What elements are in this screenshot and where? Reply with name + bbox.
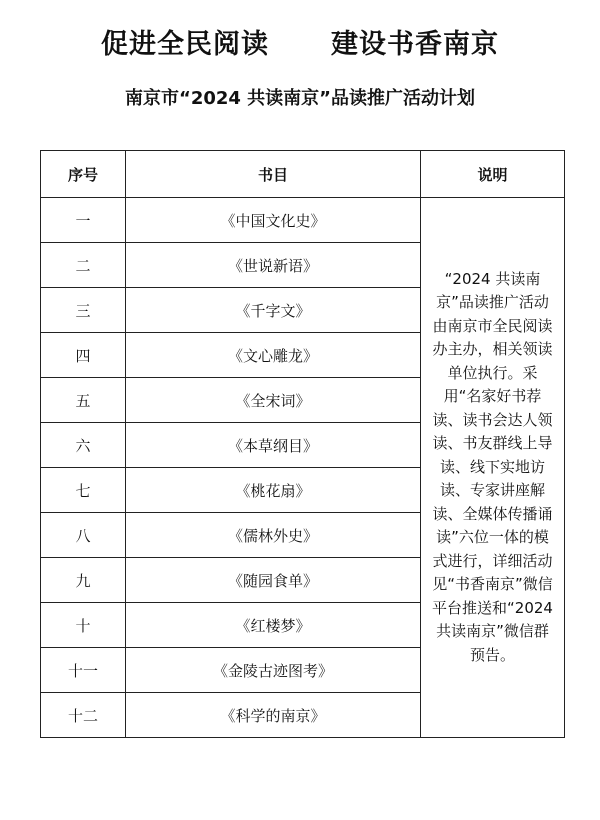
header-description: 说明 — [421, 151, 565, 198]
row-book: 《科学的南京》 — [126, 693, 421, 738]
row-number: 十二 — [41, 693, 126, 738]
reading-plan-table — [40, 150, 565, 738]
row-number: 七 — [41, 468, 126, 513]
description-cell: “2024 共读南京”品读推广活动由南京市全民阅读办主办，相关领读单位执行。采用“名家好书荐读、读书会达人领读、书友群线上导读、线下实地访读、专家讲座解读、全媒体传播诵读”六位一体的模式进行，详细活动见“书香南京”微信平台推送和“2024 共读南京”微信群预告。 — [421, 198, 565, 738]
row-number: 五 — [41, 378, 126, 423]
row-book: 《千字文》 — [126, 288, 421, 333]
page-subtitle: 南京市“2024 共读南京”品读推广活动计划 — [124, 88, 476, 109]
row-book: 《文心雕龙》 — [126, 333, 421, 378]
table-header-row — [41, 151, 565, 198]
slogan-left: 促进全民阅读 — [101, 29, 269, 60]
row-book: 《桃花扇》 — [126, 468, 421, 513]
row-book: 《金陵古迹图考》 — [126, 648, 421, 693]
header-number: 序号 — [41, 151, 126, 198]
row-book: 《世说新语》 — [126, 243, 421, 288]
row-number: 六 — [41, 423, 126, 468]
slogan-right: 建设书香南京 — [331, 29, 499, 60]
row-number: 八 — [41, 513, 126, 558]
table-row — [41, 198, 565, 243]
header-book: 书目 — [126, 151, 421, 198]
row-number: 十 — [41, 603, 126, 648]
row-number: 四 — [41, 333, 126, 378]
row-book: 《儒林外史》 — [126, 513, 421, 558]
row-book: 《全宋词》 — [126, 378, 421, 423]
row-book: 《红楼梦》 — [126, 603, 421, 648]
page-slogan — [0, 22, 600, 61]
row-number: 三 — [41, 288, 126, 333]
row-number: 一 — [41, 198, 126, 243]
row-number: 十一 — [41, 648, 126, 693]
row-book: 《本草纲目》 — [126, 423, 421, 468]
row-book: 《中国文化史》 — [126, 198, 421, 243]
row-number: 九 — [41, 558, 126, 603]
row-number: 二 — [41, 243, 126, 288]
row-book: 《随园食单》 — [126, 558, 421, 603]
